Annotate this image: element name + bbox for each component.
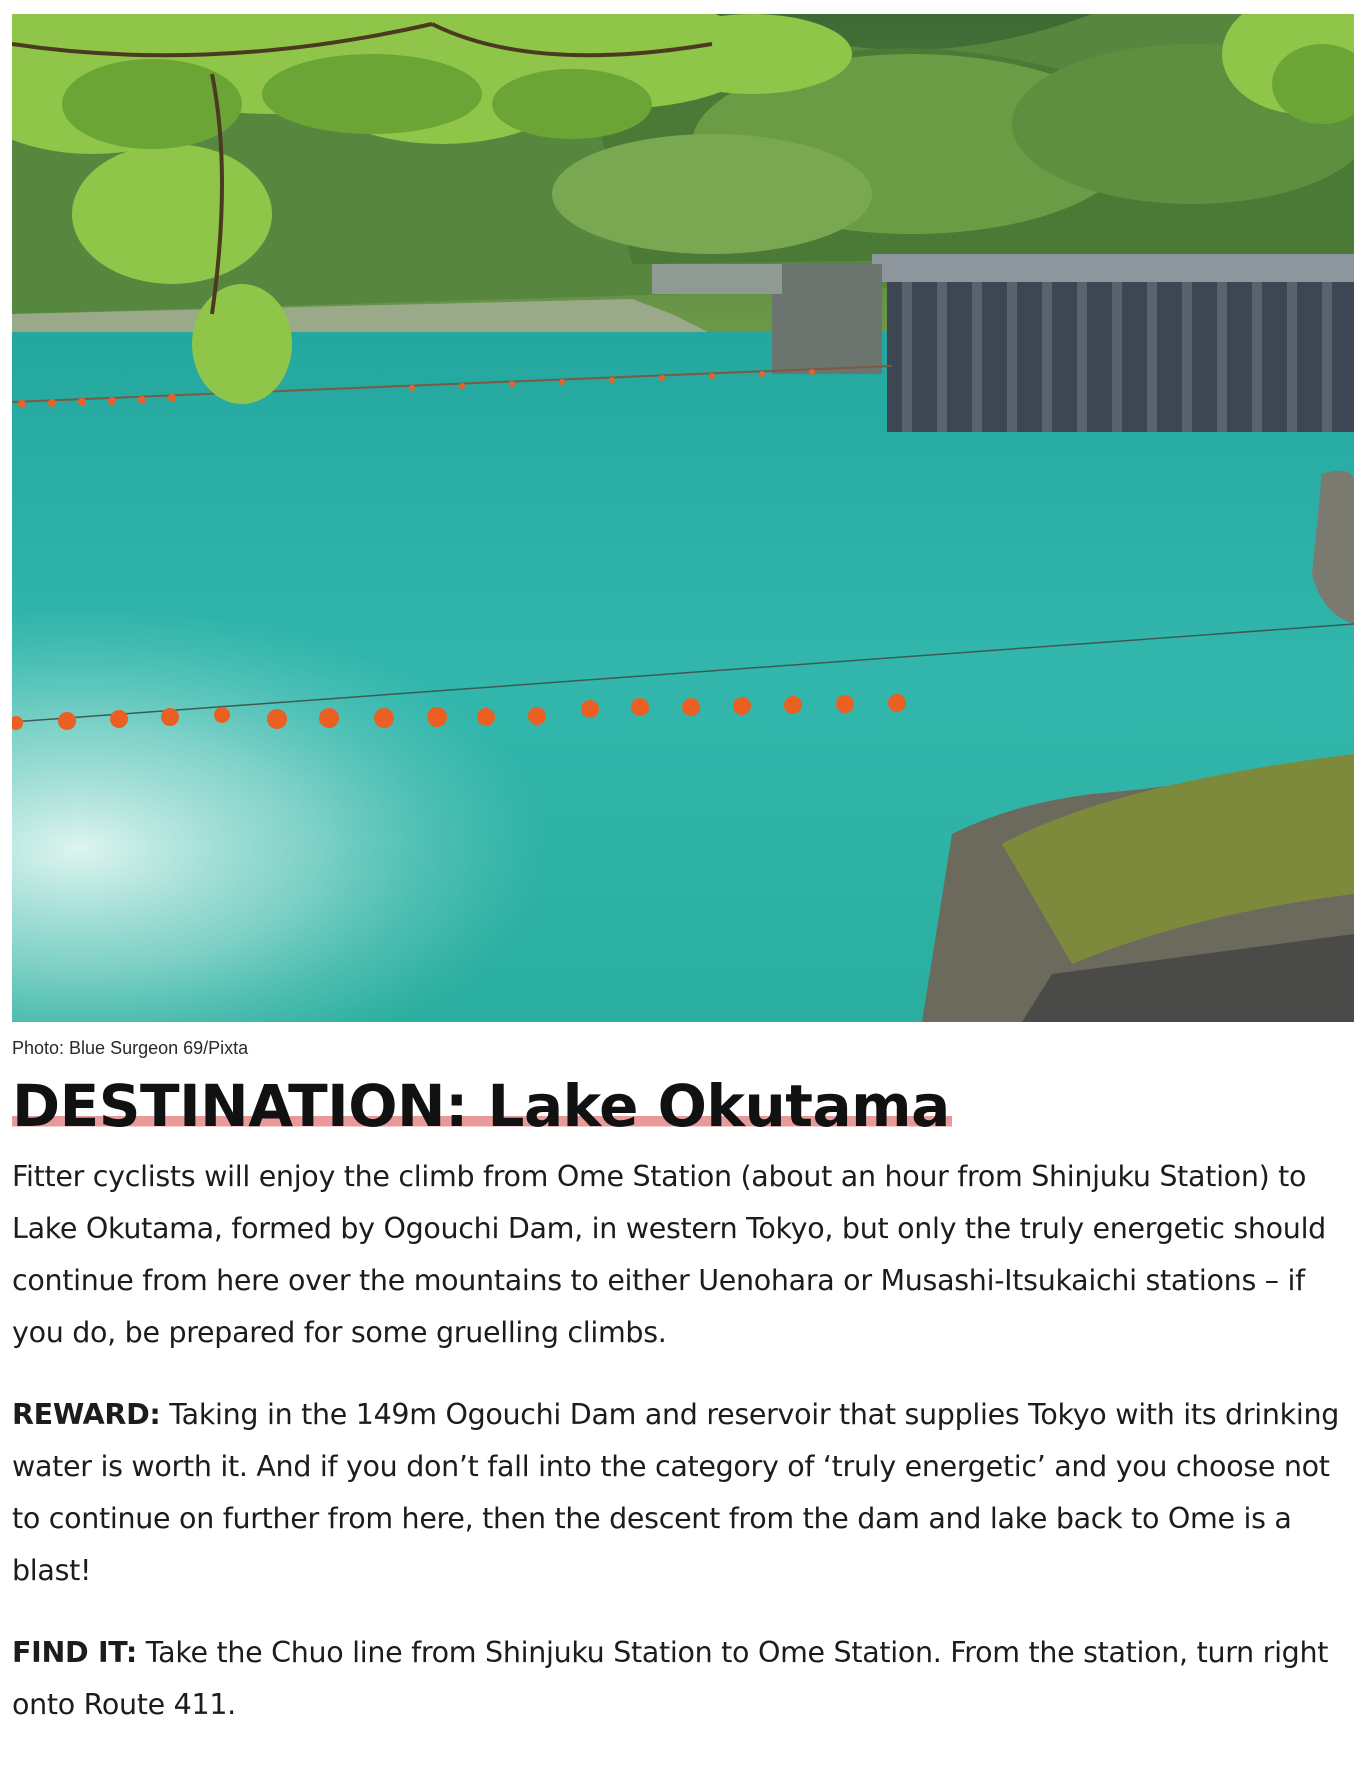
lake-okutama-photo bbox=[12, 14, 1354, 1022]
photo-caption: Photo: Blue Surgeon 69/Pixta bbox=[12, 1038, 249, 1058]
article-headline: DESTINATION: Lake Okutama bbox=[12, 1072, 950, 1140]
reward-label: REWARD: bbox=[12, 1398, 161, 1431]
find-it-paragraph bbox=[12, 1627, 1354, 1731]
reward-paragraph bbox=[12, 1389, 1354, 1597]
reward-text: Taking in the 149m Ogouchi Dam and reservoir that supplies Tokyo with its drinking water is worth it. And if you don’t fall into the category of ‘truly energetic’ and you choose not to continue on further from here, then the descent from the dam and lake back to Ome is a blast! bbox=[12, 1398, 1339, 1587]
intro-paragraph: Fitter cyclists will enjoy the climb from Ome Station (about an hour from Shinjuku Station) to Lake Okutama, formed by Ogouchi Dam, in western Tokyo, but only the truly energetic should continue from here over the mountains to either Uenohara or Musashi-Itsukaichi stations – if you do, be prepared for some gruelling climbs. bbox=[12, 1160, 1326, 1349]
find-it-label: FIND IT: bbox=[12, 1636, 137, 1669]
find-it-text: Take the Chuo line from Shinjuku Station to Ome Station. From the station, turn right onto Route 411. bbox=[12, 1636, 1329, 1721]
article bbox=[12, 14, 1354, 1731]
